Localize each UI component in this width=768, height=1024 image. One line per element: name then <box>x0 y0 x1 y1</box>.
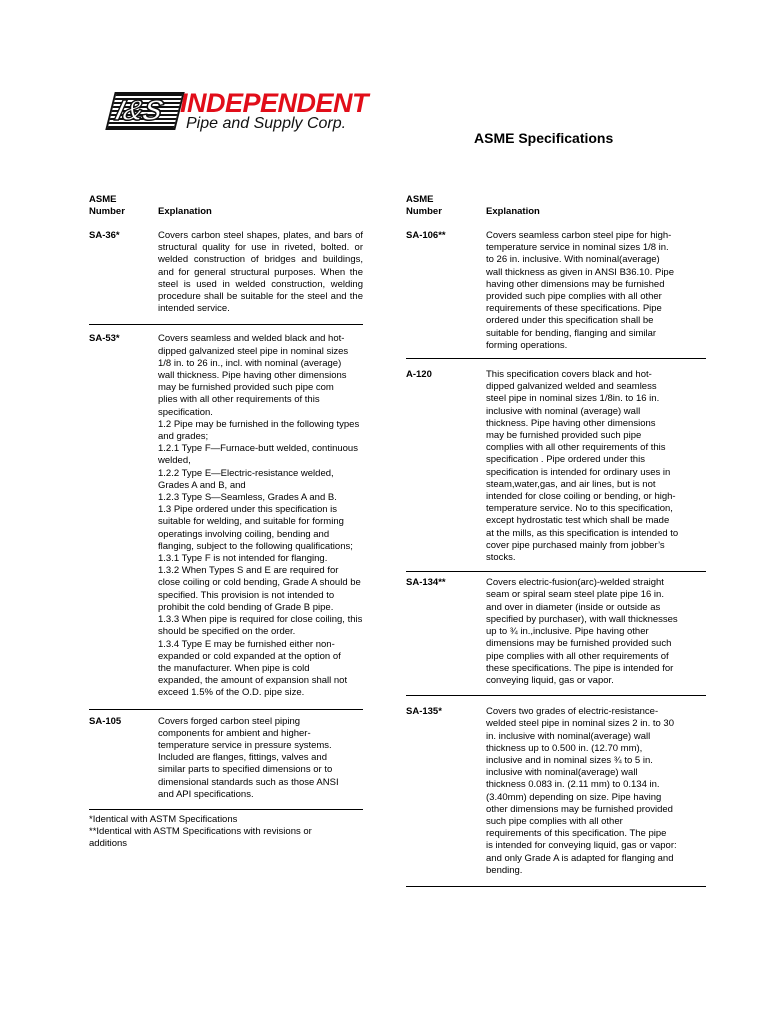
explanation-heading: Explanation <box>158 206 212 217</box>
divider <box>406 571 706 572</box>
spec-code: SA-36* <box>89 230 120 241</box>
explanation-heading: Explanation <box>486 206 540 217</box>
spec-code: SA-135* <box>406 706 442 718</box>
spec-entry <box>89 333 363 699</box>
spec-entry <box>406 369 706 564</box>
spec-entry <box>406 577 706 687</box>
company-logo <box>110 86 400 136</box>
spec-code: SA-106** <box>406 230 446 241</box>
asme-number-heading: ASME Number <box>89 194 125 217</box>
divider <box>406 886 706 887</box>
column-headings <box>89 194 363 230</box>
divider <box>406 695 706 696</box>
spec-entry <box>406 706 706 877</box>
spec-code: SA-105 <box>89 715 122 727</box>
spec-description: Covers electric-fusion(arc)-welded straight seam or spiral seam steel plate pipe 16 in. and over in diameter (inside or outside as specified by purchaser), with wall thicknesses up to ¾ in.,inclusive. Pipe having other dimensions may be furnished provided such pipe complies with all other requirements of these specifications. The pipe is intended for conveying liquid, gas or vapor. <box>486 577 678 686</box>
page-title: ASME Specifications <box>474 130 614 146</box>
spec-description: Covers forged carbon steel piping components for ambient and higher- temperature service in pressure systems. Included are flanges, fittings, valves and similar parts to specified dimensions or to dimensional standards such as those ANSI and API specifications. <box>158 715 339 800</box>
divider <box>406 358 706 359</box>
spec-description: Covers two grades of electric-resistance- welded steel pipe in nominal sizes 2 in. to 30 in. inclusive with nominal(average) wall thickness up to 0.500 in. (12.70 mm), inclusive and in nominal sizes ¾ to 5 in. inclusive with nominal(average) wall thickness 0.083 in. (2.11 mm) to 0.134 in. (3.40mm) depending on size. Pipe having other dimensions may be furnished provided such pipe complies with all other requirements of this specification. The pipe is intended for conveying liquid, gas or vapor: and only Grade A is adapted for flanging and bending. <box>486 706 677 876</box>
divider <box>89 809 363 810</box>
spec-description: This specification covers black and hot- dipped galvanized welded and seamless steel pipe in nominal sizes 1/8in. to 16 in. inclusive with nominal (average) wall thickness. Pipe having other dimensions may be furnished provided such pipe complies with all other requirements of this specification . Pipe ordered under this specification is intended for ordinary uses in steam,water,gas, and air lines, but is not intended for close coiling or bending, or high- temperature service. No to this specification, except hydrostatic test which shall be made at the mills, as this specification is intended to cover pipe purchased mainly from jobber’s stocks. <box>486 369 679 564</box>
spec-entry <box>406 230 706 352</box>
spec-description: Covers seamless and welded black and hot- dipped galvanized steel pipe in nominal sizes 1/8 in. to 26 in., incl. with nominal (average) wall thickness. Pipe having other dimensions may be furnished provided such pipe com plies with all other requirements of this specification. 1.2 Pipe may be furnished in the following types and grades; 1.2.1 Type F—Furnace-butt welded, continuous welded, 1.2.2 Type E—Electric-resistance welded, Grades A and B, and 1.2.3 Type S—Seamless, Grades A and B. 1.3 Pipe ordered under this specification is suitable for welding, and suitable for forming operatings involving coiling, bending and flanging, subject to the following qualifications; 1.3.1 Type F is not intended for flanging. 1.3.2 When Types S and E are required for close coiling or cold bending, Grade A should be specified. This provision is not intended to prohibit the cold bending of Grade B pipe. 1.3.3 When pipe is required for close coiling, this should be specified on the order. 1.3.4 Type E may be furnished either non- expanded or cold expanded at the option of the manufacturer. When pipe is cold expanded, the amount of expansion shall not exceed 1.5% of the O.D. pipe size. <box>158 333 363 699</box>
spec-code: SA-134** <box>406 577 446 589</box>
asme-number-heading: ASME Number <box>406 194 442 217</box>
right-column <box>406 194 706 887</box>
spec-entry <box>89 230 363 315</box>
column-headings <box>406 194 706 230</box>
divider <box>89 709 363 710</box>
spec-code: A-120 <box>406 369 432 381</box>
footnotes: *Identical with ASTM Specifications **Identical with ASTM Specifications with revisions or additions <box>89 813 312 850</box>
company-name: INDEPENDENT <box>180 88 369 118</box>
divider <box>89 324 363 325</box>
spec-description: Covers carbon steel shapes, plates, and bars of structural quality for use in riveted, bolted. or welded construction of bridges and buildings, and for general structural purposes. When the steel is used in welded construction, welding procedure shall be suitable for the steel and the intended service. <box>158 230 363 315</box>
company-subtitle: Pipe and Supply Corp. <box>186 115 347 132</box>
left-column <box>89 194 363 851</box>
spec-code: SA-53* <box>89 333 120 345</box>
spec-entry <box>89 716 363 801</box>
logo-mark-icon: I&S <box>105 92 184 130</box>
spec-description: Covers seamless carbon steel pipe for high- temperature service in nominal sizes 1/8 in. to 26 in. inclusive. With nominal(average) wall thickness as given in ANSI B36.10. Pipe having other dimensions may be furnished provided such pipe complies with all other requirements of these specifications. Pipe ordered under this specification shall be suitable for bending, flanging and similar forming operations. <box>486 230 674 351</box>
